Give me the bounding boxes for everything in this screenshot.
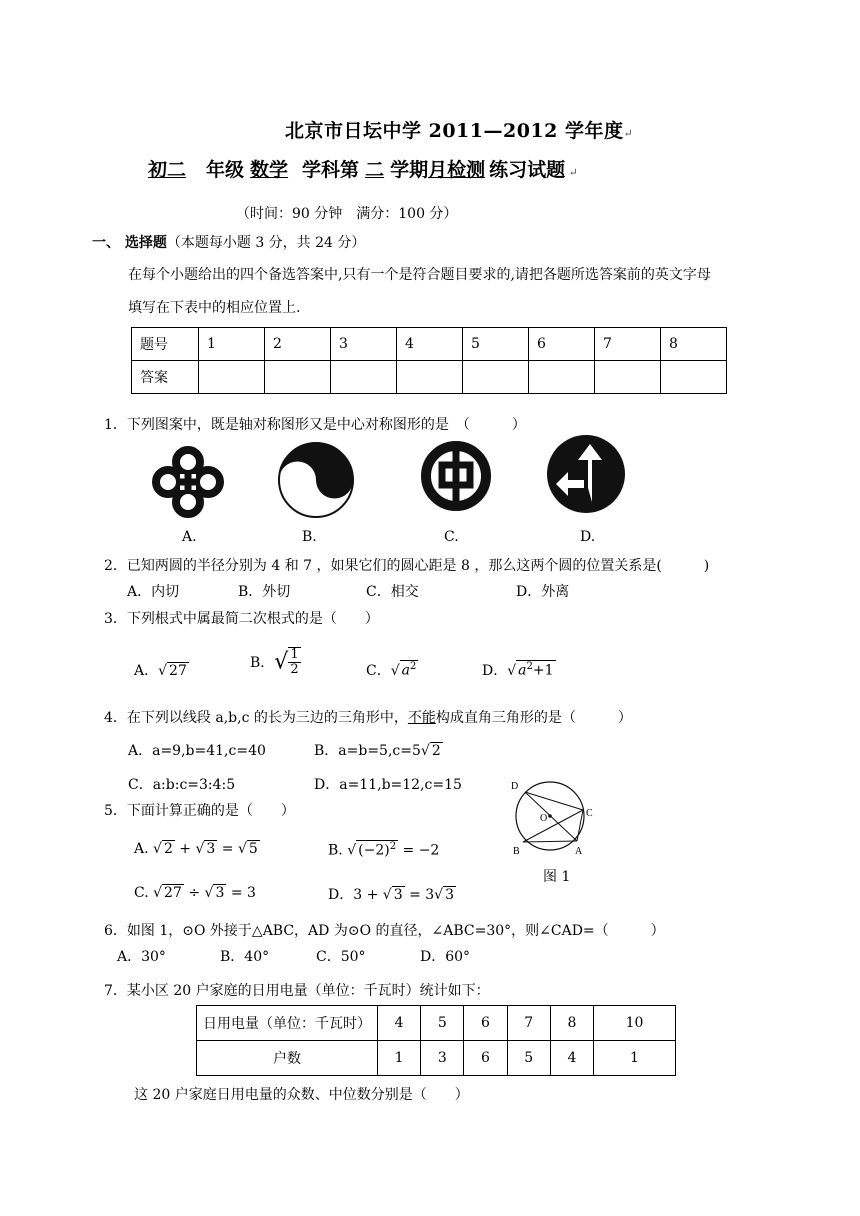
table-row [197,1041,676,1076]
table-cell: 1 [378,1041,421,1076]
question-2-stem: 2．已知两圆的半径分别为 4 和 7 ，如果它们的圆心距是 8 ，那么这两个圆的位置关系是( ) [104,558,710,574]
table-cell: 6 [464,1006,507,1041]
semester-field: 二 [365,159,385,181]
q3-option-c: C．√ $a^2$ [366,661,417,679]
table-header-cell: 答案 [132,361,199,394]
table-cell: 5 [507,1041,550,1076]
table-header-cell: 题号 [132,328,199,361]
option-label-b: B. [302,529,317,545]
q3-option-d: D．√ $a^2+1$ [482,661,554,679]
table-cell: 7 [507,1006,550,1041]
table-cell: 10 [594,1006,676,1041]
table-cell: 2 [265,328,331,361]
question-6-stem: 6．如图 1，⊙O 外接于△ABC，AD 为⊙O 的直径，∠ABC=30°，则∠CAD=（ ） [104,923,665,939]
electricity-table [196,1005,676,1076]
q4-option-c: C．a:b:c=3:4:5 [128,777,236,793]
traffic-sign-icon [544,432,628,516]
q6-option-b: B．40° [220,949,270,965]
question-7-followup: 这 20 户家庭日用电量的众数、中位数分别是（ ） [134,1087,469,1103]
option-label-a: A. [182,529,197,545]
answer-cell[interactable] [397,361,463,394]
document-subtitle: 初二 年级 数学 学科第 二 学期月检测 练习试题 ↵ [142,155,578,182]
q3-option-a: A．√ 27 [134,663,187,679]
table-cell: 3 [331,328,397,361]
knot-symbol-icon [150,444,226,520]
point-label-o: O [540,813,548,824]
answer-cell[interactable] [661,361,727,394]
table-header-cell: 日用电量（单位：千瓦时） [197,1006,378,1041]
answer-cell[interactable] [529,361,595,394]
question-3-stem: 3．下列根式中属最简二次根式的是（ ） [104,611,379,627]
question-7-stem: 7．某小区 20 户家庭的日用电量（单位：千瓦时）统计如下： [104,983,490,999]
table-cell: 8 [550,1006,593,1041]
q2-option-a: A．内切 [127,584,180,600]
bank-of-china-logo-icon [418,438,494,514]
table-cell: 3 [421,1041,464,1076]
q5-option-c: C. √ 27 ÷ √ 3 = 3 [134,885,256,901]
q3-option-b: B．√ $\frac{1}{2}$ [250,647,299,677]
q2-option-b: B．外切 [238,584,291,600]
answer-cell[interactable] [595,361,661,394]
q5-option-b: B. √ $(-2)^2 = -2$ [328,841,440,859]
answer-cell[interactable] [199,361,265,394]
option-label-c: C. [444,529,459,545]
table-row [132,361,727,394]
table-cell: 4 [550,1041,593,1076]
answer-table [131,327,727,394]
option-label-d: D. [580,529,596,545]
q4-option-d: D．a=11,b=12,c=15 [314,777,462,793]
grade-field: 初二 [148,159,187,181]
exam-type-field: 月检测 [428,159,486,181]
question-1-stem: 1．下列图案中，既是轴对称图形又是中心对称图形的是 （ ） [104,417,526,433]
instruction-line-2: 填写在下表中的相应位置上. [128,300,301,316]
section-heading: 一、 选择题（本题每小题 3 分，共 24 分） [92,235,366,251]
answer-cell[interactable] [463,361,529,394]
document-title: 北京市日坛中学 2011—2012 学年度↵ [285,120,634,142]
table-row [132,328,727,361]
q2-option-c: C．相交 [366,584,419,600]
point-label-c: C [586,808,593,819]
q4-option-a: A．a=9,b=41,c=40 [128,743,266,759]
q2-option-d: D．外离 [516,584,570,600]
point-label-d: D [511,781,519,792]
table-cell: 1 [594,1041,676,1076]
time-info: （时间：90 分钟 满分：100 分） [236,206,458,222]
question-5-stem: 5．下面计算正确的是（ ） [104,803,295,819]
q4-option-b: B．a=b=5,c=5√ 2 [314,743,441,759]
table-cell: 8 [661,328,727,361]
q6-option-a: A．30° [117,949,166,965]
q6-option-c: C．50° [316,949,366,965]
table-row [197,1006,676,1041]
table-header-cell: 户数 [197,1041,378,1076]
instruction-line-1: 在每个小题给出的四个备选答案中,只有一个是符合题目要求的,请把各题所选答案前的英文字母 [128,267,711,283]
table-cell: 6 [464,1041,507,1076]
table-cell: 5 [463,328,529,361]
table-cell: 7 [595,328,661,361]
table-cell: 4 [397,328,463,361]
q6-option-d: D．60° [420,949,471,965]
figure-caption: 图 1 [543,869,571,885]
point-label-a: A [575,846,583,857]
answer-cell[interactable] [331,361,397,394]
table-cell: 4 [378,1006,421,1041]
table-cell: 5 [421,1006,464,1041]
table-cell: 1 [199,328,265,361]
circle-figure-diagram [505,776,600,858]
yin-yang-icon [276,440,356,520]
subject-field: 数学 [250,159,289,181]
question-4-stem: 4．在下列以线段 a,b,c 的长为三边的三角形中，不能构成直角三角形的是（ ） [104,710,632,726]
table-cell: 6 [529,328,595,361]
q5-option-d: D．3 + √ 3 = 3√ 3 [328,887,455,903]
q5-option-a: A. √ 2 + √ 3 = √ 5 [134,841,258,857]
point-label-b: B [513,846,520,857]
answer-cell[interactable] [265,361,331,394]
